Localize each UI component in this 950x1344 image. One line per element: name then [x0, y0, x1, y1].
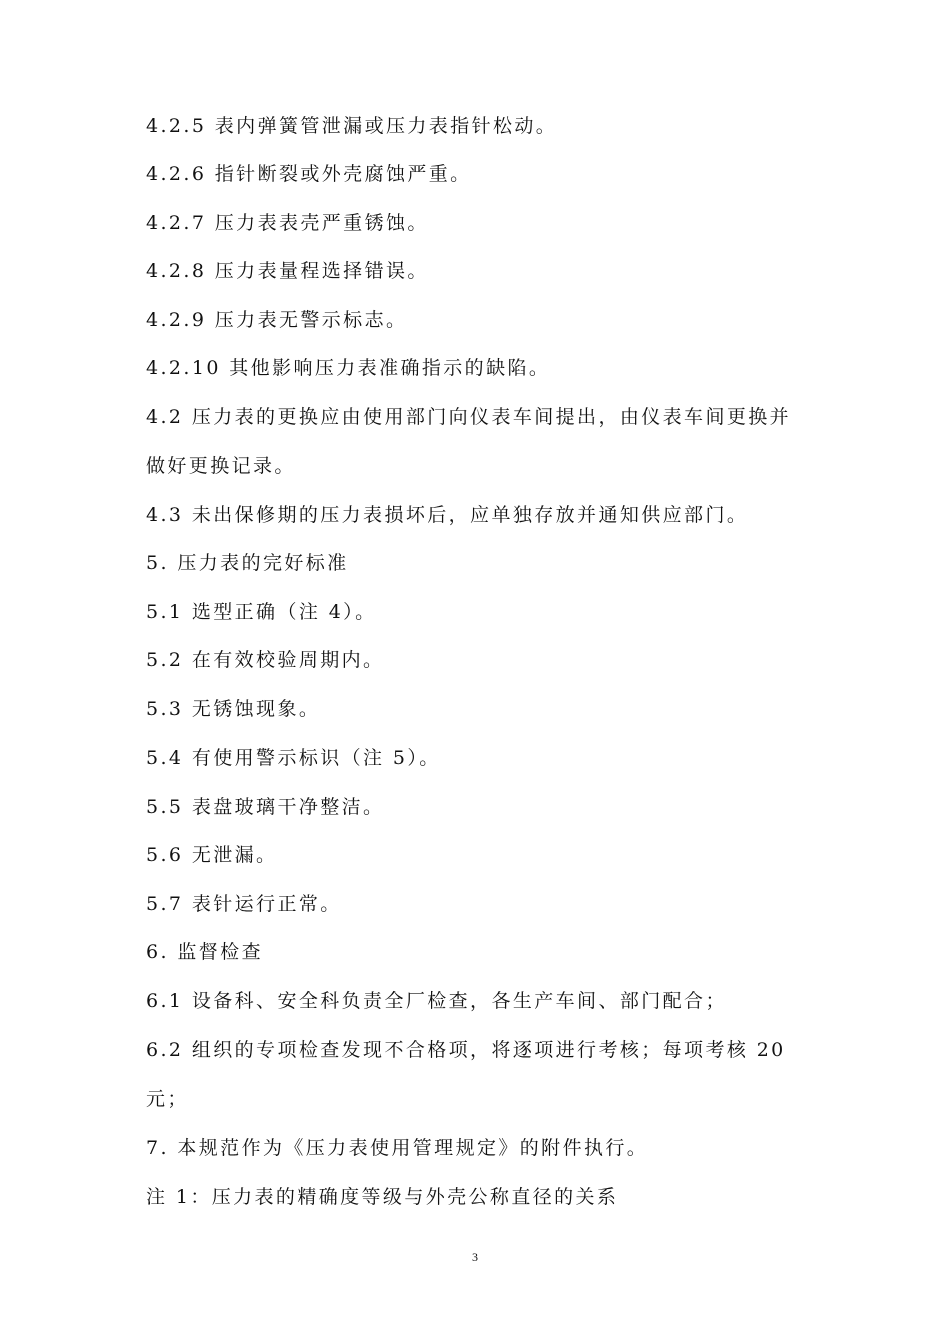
clause-5-3: 5.3 无锈蚀现象。: [146, 698, 321, 720]
note-1: 注 1：压力表的精确度等级与外壳公称直径的关系: [146, 1186, 619, 1208]
clause-5-2: 5.2 在有效校验周期内。: [146, 649, 385, 671]
clause-5-1: 5.1 选型正确（注 4）。: [146, 601, 377, 623]
section-5-heading: 5. 压力表的完好标准: [146, 552, 349, 574]
clause-4-2-6: 4.2.6 指针断裂或外壳腐蚀严重。: [146, 163, 472, 185]
clause-4-3: 4.3 未出保修期的压力表损坏后，应单独存放并通知供应部门。: [146, 504, 749, 526]
clause-4-2-8: 4.2.8 压力表量程选择错误。: [146, 260, 429, 282]
clause-4-2-5: 4.2.5 表内弹簧管泄漏或压力表指针松动。: [146, 115, 558, 137]
clause-5-7: 5.7 表针运行正常。: [146, 893, 342, 915]
section-6-heading: 6. 监督检查: [146, 941, 263, 963]
clause-4-2-10: 4.2.10 其他影响压力表准确指示的缺陷。: [146, 357, 551, 379]
clause-7: 7. 本规范作为《压力表使用管理规定》的附件执行。: [146, 1137, 649, 1159]
clause-4-2-replacement: 4.2 压力表的更换应由使用部门向仪表车间提出，由仪表车间更换并: [146, 406, 792, 428]
clause-6-2: 6.2 组织的专项检查发现不合格项，将逐项进行考核；每项考核 20: [146, 1039, 786, 1061]
clause-5-6: 5.6 无泄漏。: [146, 844, 278, 866]
clause-5-5: 5.5 表盘玻璃干净整洁。: [146, 796, 385, 818]
clause-4-2-9: 4.2.9 压力表无警示标志。: [146, 309, 408, 331]
clause-4-2-replacement-cont: 做好更换记录。: [146, 455, 296, 477]
clause-6-1: 6.1 设备科、安全科负责全厂检查，各生产车间、部门配合；: [146, 990, 727, 1012]
clause-6-2-cont: 元；: [146, 1088, 189, 1110]
page-number: 3: [472, 1250, 478, 1264]
clause-5-4: 5.4 有使用警示标识（注 5）。: [146, 747, 441, 769]
clause-4-2-7: 4.2.7 压力表表壳严重锈蚀。: [146, 212, 429, 234]
